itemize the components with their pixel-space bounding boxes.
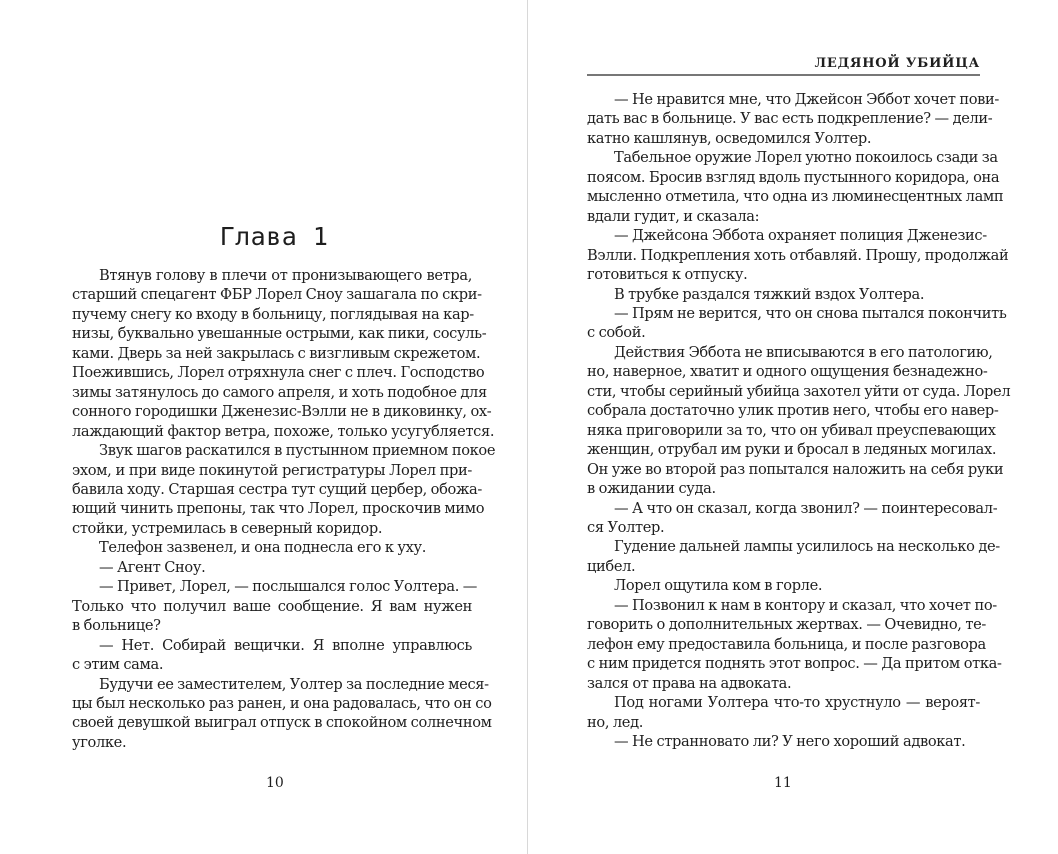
paragraph — [587, 148, 1004, 226]
text-line: — Прям не верится, что он снова пытался покончить — [614, 304, 1007, 322]
text-line: женщин, отрубал им руки и бросал в ледяных могилах. — [587, 441, 997, 459]
paragraph — [72, 675, 492, 753]
text-line: — Не нравится мне, что Джейсон Эббот хочет пови- — [614, 91, 999, 108]
text-line: Табельное оружие Лорел уютно покоилось сзади за — [614, 149, 998, 167]
running-header: ЛЕДЯНОЙ УБИЙЦА — [814, 56, 980, 71]
text-line: старший спецагент ФБР Лорел Сноу зашагала по скри- — [72, 286, 482, 304]
text-line: своей девушкой выиграл отпуск в спокойном солнечном — [72, 714, 492, 732]
text-line: ся Уолтер. — [587, 518, 665, 536]
text-line: — Нет. Собирай вещички. Я вполне управлюсь — [99, 636, 472, 654]
paragraph — [587, 499, 998, 538]
text-line: уголке. — [72, 733, 127, 751]
text-line: цибел. — [587, 557, 636, 575]
text-line: Гудение дальней лампы усилилось на несколько де- — [614, 538, 1000, 556]
text-line: в ожидании суда. — [587, 480, 716, 498]
paragraph — [587, 576, 980, 595]
text-line: — Привет, Лорел, — послышался голос Уолтера. — — [99, 578, 478, 596]
text-line: сонного городишки Дженезис-Вэлли не в диковинку, ох- — [72, 403, 492, 421]
text-line: вдали гудит, и сказала: — [587, 207, 760, 225]
text-line: с этим сама. — [72, 656, 164, 674]
header-rule — [587, 74, 980, 76]
text-line: ками. Дверь за ней закрылась с визгливым скрежетом. — [72, 344, 481, 362]
text-line: эхом, и при виде покинутой регистратуры Лорел при- — [72, 461, 472, 479]
paragraph — [587, 285, 980, 304]
text-line: мысленно отметила, что одна из люминесцентных ламп — [587, 188, 1004, 206]
paragraph — [72, 577, 478, 635]
text-line: зался от права на адвоката. — [587, 674, 792, 692]
text-line: Лорел ощутила ком в горле. — [614, 577, 823, 595]
text-line: В трубке раздался тяжкий вздох Уолтера. — [614, 285, 925, 303]
text-line: Телефон зазвенел, и она поднесла его к уху. — [99, 539, 427, 557]
text-line: Вэлли. Подкрепления хоть отбавляй. Прошу, продолжай — [587, 246, 1009, 264]
text-line: Действия Эббота не вписываются в его патологию, — [614, 343, 993, 361]
text-line: Звук шагов раскатился в пустынном приемном покое — [99, 442, 496, 460]
right-page — [529, 0, 1058, 854]
text-line: — А что он сказал, когда звонил? — поинтересовал- — [614, 499, 998, 517]
body-text — [587, 90, 1011, 751]
body-text — [72, 266, 496, 752]
text-line: лефон ему предоставила больница, и после разговора — [587, 635, 986, 653]
text-line: Поежившись, Лорел отряхнула снег с плеч. Господство — [72, 364, 485, 382]
left-page — [0, 0, 528, 854]
text-line: с ним придется поднять этот вопрос. — Да притом отка- — [587, 655, 1002, 673]
text-line: но, лед. — [587, 713, 644, 731]
text-line: готовиться к отпуску. — [587, 266, 748, 284]
text-line: бавила ходу. Старшая сестра тут сущий цербер, обожа- — [72, 480, 482, 498]
paragraph — [587, 537, 1000, 576]
text-line: зимы затянулось до самого апреля, и хоть подобное для — [72, 383, 487, 401]
paragraph — [587, 732, 980, 751]
page-number: 10 — [266, 775, 284, 791]
text-line: низы, буквально увешанные острыми, как пики, сосуль- — [72, 325, 487, 343]
text-line: цы был несколько раз ранен, и она радовалась, что он со — [72, 694, 492, 712]
text-line: собрала достаточно улик против него, чтобы его навер- — [587, 402, 999, 420]
text-line: катно кашлянув, осведомился Уолтер. — [587, 129, 872, 147]
text-line: Он уже во второй раз попытался наложить на себя руки — [587, 460, 1004, 478]
text-line: Втянув голову в плечи от пронизывающего ветра, — [99, 267, 472, 284]
text-line: дать вас в больнице. У вас есть подкрепление? — дели- — [587, 110, 993, 128]
text-line: няка приговорили за то, что он убивал преуспевающих — [587, 421, 996, 439]
text-line: лаждающий фактор ветра, похоже, только усугубляется. — [72, 422, 495, 440]
text-line: ющий чинить препоны, так что Лорел, проскочив мимо — [72, 500, 485, 518]
text-line: с собой. — [587, 324, 646, 342]
text-line: — Агент Сноу. — [99, 558, 206, 576]
paragraph — [587, 304, 1007, 343]
paragraph — [72, 441, 496, 538]
paragraph — [72, 266, 495, 441]
text-line: — Джейсона Эббота охраняет полиция Дженезис- — [614, 227, 987, 245]
text-line: пучему снегу ко входу в больницу, поглядывая на кар- — [72, 305, 474, 323]
text-line: Будучи ее заместителем, Уолтер за последние меся- — [99, 675, 489, 693]
text-line: но, наверное, хватит и одного ощущения безнадежно- — [587, 363, 988, 381]
text-line: поясом. Бросив взгляд вдоль пустынного коридора, она — [587, 168, 1000, 186]
text-line: сти, чтобы серийный убийца захотел уйти от суда. Лорел — [587, 382, 1011, 400]
page-number: 11 — [774, 775, 792, 791]
text-line: в больнице? — [72, 617, 161, 635]
paragraph — [587, 596, 1002, 693]
paragraph — [587, 693, 980, 732]
text-line: Под ногами Уолтера что-то хрустнуло — вероят- — [614, 694, 980, 712]
paragraph — [587, 90, 999, 148]
text-line: — Не странновато ли? У него хороший адвокат. — [614, 732, 966, 750]
paragraph — [587, 343, 1011, 499]
text-line: стойки, устремилась в северный коридор. — [72, 519, 383, 537]
text-line: — Позвонил к нам в контору и сказал, что хочет по- — [614, 596, 997, 614]
paragraph — [72, 558, 472, 577]
page-gutter-divider — [527, 0, 528, 854]
chapter-title: Глава 1 — [219, 222, 329, 251]
paragraph — [587, 226, 1009, 284]
paragraph — [72, 538, 472, 557]
text-line: Только что получил ваше сообщение. Я вам нужен — [72, 597, 472, 615]
paragraph — [72, 636, 472, 675]
text-line: говорить о дополнительных жертвах. — Очевидно, те- — [587, 616, 986, 634]
